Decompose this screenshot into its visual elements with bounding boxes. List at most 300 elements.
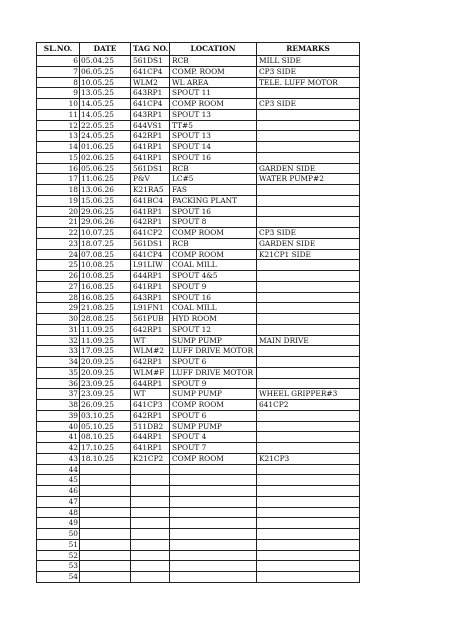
table-row: [37, 572, 360, 583]
cell-date[interactable]: 05.06.25: [80, 163, 131, 174]
cell-location[interactable]: SPOUT 6: [170, 410, 257, 421]
table-row: [37, 539, 360, 550]
cell-date[interactable]: 16.08.25: [80, 292, 131, 303]
cell-remarks[interactable]: MAIN DRIVE: [257, 335, 360, 346]
table-row: [37, 260, 360, 271]
cell-remarks[interactable]: [257, 271, 360, 282]
cell-location[interactable]: SPOUT 6: [170, 357, 257, 368]
cell-date[interactable]: 20.09.25: [80, 367, 131, 378]
table-row: [37, 238, 360, 249]
cell-location[interactable]: FAS: [170, 185, 257, 196]
cell-tag-no[interactable]: L91LIW: [131, 260, 170, 271]
table-row: [37, 281, 360, 292]
cell-location[interactable]: LC#5: [170, 174, 257, 185]
cell-tag-no[interactable]: 641CP4: [131, 99, 170, 110]
header-date[interactable]: DATE: [80, 43, 131, 56]
cell-tag-no[interactable]: 642RP1: [131, 131, 170, 142]
cell-date[interactable]: 10.08.25: [80, 271, 131, 282]
cell-location[interactable]: COMP ROOM: [170, 249, 257, 260]
cell-location[interactable]: SUMP PUMP: [170, 421, 257, 432]
cell-tag-no[interactable]: 641RP1: [131, 152, 170, 163]
cell-date[interactable]: 14.05.25: [80, 99, 131, 110]
cell-location[interactable]: RCB: [170, 238, 257, 249]
cell-location[interactable]: SPOUT 16: [170, 292, 257, 303]
cell-date[interactable]: 13.06.26: [80, 185, 131, 196]
cell-sl-no[interactable]: 35: [37, 367, 80, 378]
cell-date[interactable]: 05.04.25: [80, 56, 131, 67]
cell-sl-no[interactable]: 26: [37, 271, 80, 282]
cell-remarks[interactable]: [257, 346, 360, 357]
cell-date[interactable]: 01.06.25: [80, 142, 131, 153]
cell-location[interactable]: [170, 475, 257, 486]
cell-sl-no[interactable]: 22: [37, 228, 80, 239]
cell-date[interactable]: 23.09.25: [80, 378, 131, 389]
cell-tag-no[interactable]: 642RP1: [131, 324, 170, 335]
table-row: [37, 346, 360, 357]
cell-date[interactable]: [80, 496, 131, 507]
cell-sl-no[interactable]: 7: [37, 66, 80, 77]
header-remarks[interactable]: REMARKS: [257, 43, 360, 56]
cell-sl-no[interactable]: 6: [37, 56, 80, 67]
cell-sl-no[interactable]: 30: [37, 314, 80, 325]
cell-location[interactable]: RCB: [170, 163, 257, 174]
cell-location[interactable]: [170, 550, 257, 561]
cell-remarks[interactable]: [257, 195, 360, 206]
cell-location[interactable]: [170, 464, 257, 475]
cell-date[interactable]: 22.05.25: [80, 120, 131, 131]
cell-tag-no[interactable]: 561DS1: [131, 238, 170, 249]
cell-tag-no[interactable]: 644VS1: [131, 120, 170, 131]
cell-remarks[interactable]: [257, 185, 360, 196]
cell-remarks[interactable]: K21CP1 SIDE: [257, 249, 360, 260]
cell-date[interactable]: 23.09.25: [80, 389, 131, 400]
cell-sl-no[interactable]: 45: [37, 475, 80, 486]
table-row: [37, 185, 360, 196]
cell-sl-no[interactable]: 21: [37, 217, 80, 228]
cell-sl-no[interactable]: 50: [37, 529, 80, 540]
cell-tag-no[interactable]: WT: [131, 389, 170, 400]
table-row: [37, 206, 360, 217]
cell-tag-no[interactable]: 561PUB: [131, 314, 170, 325]
cell-sl-no[interactable]: 51: [37, 539, 80, 550]
cell-remarks[interactable]: [257, 443, 360, 454]
cell-date[interactable]: 10.05.25: [80, 77, 131, 88]
cell-sl-no[interactable]: 47: [37, 496, 80, 507]
cell-location[interactable]: SPOUT 13: [170, 131, 257, 142]
cell-location[interactable]: HYD ROOM: [170, 314, 257, 325]
cell-date[interactable]: 21.08.25: [80, 303, 131, 314]
cell-date[interactable]: 11.09.25: [80, 335, 131, 346]
table-row: [37, 389, 360, 400]
cell-sl-no[interactable]: 37: [37, 389, 80, 400]
cell-tag-no[interactable]: [131, 486, 170, 497]
cell-sl-no[interactable]: 31: [37, 324, 80, 335]
table-row: [37, 292, 360, 303]
cell-location[interactable]: SUMP PUMP: [170, 335, 257, 346]
cell-remarks[interactable]: [257, 281, 360, 292]
cell-sl-no[interactable]: 40: [37, 421, 80, 432]
cell-sl-no[interactable]: 41: [37, 432, 80, 443]
cell-remarks[interactable]: [257, 292, 360, 303]
cell-remarks[interactable]: [257, 324, 360, 335]
cell-tag-no[interactable]: [131, 518, 170, 529]
cell-date[interactable]: 08.10.25: [80, 432, 131, 443]
cell-sl-no[interactable]: 27: [37, 281, 80, 292]
cell-remarks[interactable]: [257, 142, 360, 153]
cell-location[interactable]: [170, 529, 257, 540]
table-row: [37, 507, 360, 518]
cell-sl-no[interactable]: 16: [37, 163, 80, 174]
cell-location[interactable]: [170, 486, 257, 497]
table-row: [37, 486, 360, 497]
cell-date[interactable]: 29.06.25: [80, 206, 131, 217]
cell-sl-no[interactable]: 28: [37, 292, 80, 303]
cell-sl-no[interactable]: 14: [37, 142, 80, 153]
cell-tag-no[interactable]: 641BC4: [131, 195, 170, 206]
cell-date[interactable]: 15.06.25: [80, 195, 131, 206]
cell-location[interactable]: SPOUT 8: [170, 217, 257, 228]
cell-date[interactable]: 20.09.25: [80, 357, 131, 368]
cell-sl-no[interactable]: 13: [37, 131, 80, 142]
table-row: [37, 464, 360, 475]
cell-date[interactable]: 29.06.26: [80, 217, 131, 228]
table-row: [37, 109, 360, 120]
cell-remarks[interactable]: [257, 518, 360, 529]
cell-date[interactable]: [80, 464, 131, 475]
cell-location[interactable]: SPOUT 7: [170, 443, 257, 454]
cell-sl-no[interactable]: 43: [37, 453, 80, 464]
cell-tag-no[interactable]: 641CP4: [131, 249, 170, 260]
cell-tag-no[interactable]: [131, 507, 170, 518]
cell-remarks[interactable]: WATER PUMP#2: [257, 174, 360, 185]
cell-sl-no[interactable]: 53: [37, 561, 80, 572]
cell-sl-no[interactable]: 49: [37, 518, 80, 529]
cell-tag-no[interactable]: 641RP1: [131, 206, 170, 217]
cell-date[interactable]: 06.05.25: [80, 66, 131, 77]
cell-remarks[interactable]: CP3 SIDE: [257, 66, 360, 77]
cell-sl-no[interactable]: 48: [37, 507, 80, 518]
table-row: [37, 367, 360, 378]
cell-tag-no[interactable]: 642RP1: [131, 357, 170, 368]
table-row: [37, 249, 360, 260]
table-row: [37, 324, 360, 335]
cell-tag-no[interactable]: 641RP1: [131, 142, 170, 153]
cell-tag-no[interactable]: WLM2: [131, 77, 170, 88]
cell-remarks[interactable]: [257, 357, 360, 368]
cell-remarks[interactable]: MILL SIDE: [257, 56, 360, 67]
cell-location[interactable]: PACKING PLANT: [170, 195, 257, 206]
cell-remarks[interactable]: [257, 131, 360, 142]
table-row: [37, 99, 360, 110]
cell-remarks[interactable]: [257, 314, 360, 325]
cell-remarks[interactable]: K21CP3: [257, 453, 360, 464]
cell-tag-no[interactable]: [131, 539, 170, 550]
cell-location[interactable]: SPOUT 4: [170, 432, 257, 443]
table-row: [37, 56, 360, 67]
table-row: [37, 518, 360, 529]
cell-tag-no[interactable]: K21RA5: [131, 185, 170, 196]
cell-tag-no[interactable]: [131, 496, 170, 507]
cell-remarks[interactable]: [257, 421, 360, 432]
cell-date[interactable]: [80, 550, 131, 561]
cell-remarks[interactable]: TELE. LUFF MOTOR: [257, 77, 360, 88]
cell-sl-no[interactable]: 44: [37, 464, 80, 475]
cell-location[interactable]: LUFF DRIVE MOTOR: [170, 367, 257, 378]
cell-remarks[interactable]: [257, 88, 360, 99]
cell-remarks[interactable]: [257, 367, 360, 378]
cell-location[interactable]: SPOUT 9: [170, 281, 257, 292]
table-row: [37, 561, 360, 572]
table-row: [37, 228, 360, 239]
cell-remarks[interactable]: 641CP2: [257, 400, 360, 411]
cell-location[interactable]: SPOUT 12: [170, 324, 257, 335]
table-row: [37, 142, 360, 153]
cell-location[interactable]: COMP ROOM: [170, 453, 257, 464]
cell-location[interactable]: WL AREA: [170, 77, 257, 88]
cell-sl-no[interactable]: 38: [37, 400, 80, 411]
cell-remarks[interactable]: CP3 SIDE: [257, 228, 360, 239]
cell-sl-no[interactable]: 29: [37, 303, 80, 314]
cell-sl-no[interactable]: 32: [37, 335, 80, 346]
cell-tag-no[interactable]: WT: [131, 335, 170, 346]
cell-sl-no[interactable]: 42: [37, 443, 80, 454]
cell-date[interactable]: [80, 572, 131, 583]
table-row: [37, 303, 360, 314]
cell-tag-no[interactable]: [131, 572, 170, 583]
cell-tag-no[interactable]: 641RP1: [131, 281, 170, 292]
cell-tag-no[interactable]: [131, 550, 170, 561]
cell-date[interactable]: [80, 539, 131, 550]
cell-tag-no[interactable]: 641CP2: [131, 228, 170, 239]
table-row: [37, 400, 360, 411]
cell-remarks[interactable]: [257, 561, 360, 572]
cell-location[interactable]: SPOUT 11: [170, 88, 257, 99]
cell-date[interactable]: 10.07.25: [80, 228, 131, 239]
table-row: [37, 529, 360, 540]
table-row: [37, 357, 360, 368]
cell-date[interactable]: 02.06.25: [80, 152, 131, 163]
cell-tag-no[interactable]: WLM#F: [131, 367, 170, 378]
cell-remarks[interactable]: [257, 410, 360, 421]
cell-date[interactable]: [80, 475, 131, 486]
cell-tag-no[interactable]: 643RP1: [131, 88, 170, 99]
cell-tag-no[interactable]: 644RP1: [131, 432, 170, 443]
cell-location[interactable]: [170, 572, 257, 583]
cell-remarks[interactable]: [257, 120, 360, 131]
cell-remarks[interactable]: [257, 206, 360, 217]
table-row: [37, 77, 360, 88]
cell-tag-no[interactable]: WLM#2: [131, 346, 170, 357]
cell-location[interactable]: SPOUT 4&5: [170, 271, 257, 282]
cell-tag-no[interactable]: 644RP1: [131, 271, 170, 282]
cell-remarks[interactable]: [257, 539, 360, 550]
cell-sl-no[interactable]: 54: [37, 572, 80, 583]
table-row: [37, 131, 360, 142]
table-row: [37, 66, 360, 77]
cell-tag-no[interactable]: [131, 561, 170, 572]
cell-location[interactable]: SUMP PUMP: [170, 389, 257, 400]
cell-sl-no[interactable]: 8: [37, 77, 80, 88]
cell-sl-no[interactable]: 46: [37, 486, 80, 497]
cell-date[interactable]: [80, 561, 131, 572]
cell-sl-no[interactable]: 24: [37, 249, 80, 260]
cell-date[interactable]: 17.10.25: [80, 443, 131, 454]
cell-tag-no[interactable]: [131, 464, 170, 475]
cell-tag-no[interactable]: 561DS1: [131, 56, 170, 67]
cell-date[interactable]: [80, 518, 131, 529]
cell-date[interactable]: 18.10.25: [80, 453, 131, 464]
cell-location[interactable]: COAL MILL: [170, 303, 257, 314]
cell-date[interactable]: 13.05.25: [80, 88, 131, 99]
cell-date[interactable]: 07.08.25: [80, 249, 131, 260]
cell-location[interactable]: SPOUT 14: [170, 142, 257, 153]
cell-date[interactable]: [80, 507, 131, 518]
header-location[interactable]: LOCATION: [170, 43, 257, 56]
cell-date[interactable]: [80, 486, 131, 497]
cell-remarks[interactable]: [257, 378, 360, 389]
table-row: [37, 443, 360, 454]
cell-location[interactable]: SPOUT 13: [170, 109, 257, 120]
cell-location[interactable]: SPOUT 16: [170, 206, 257, 217]
table-row: [37, 120, 360, 131]
cell-tag-no[interactable]: [131, 475, 170, 486]
cell-remarks[interactable]: [257, 217, 360, 228]
cell-tag-no[interactable]: 511DB2: [131, 421, 170, 432]
table-row: [37, 271, 360, 282]
table-row: [37, 163, 360, 174]
cell-sl-no[interactable]: 19: [37, 195, 80, 206]
cell-remarks[interactable]: [257, 486, 360, 497]
cell-date[interactable]: 28.08.25: [80, 314, 131, 325]
cell-sl-no[interactable]: 18: [37, 185, 80, 196]
header-row: [37, 43, 360, 56]
cell-location[interactable]: SPOUT 9: [170, 378, 257, 389]
cell-tag-no[interactable]: L91FN1: [131, 303, 170, 314]
cell-location[interactable]: SPOUT 16: [170, 152, 257, 163]
spreadsheet: [36, 42, 359, 583]
cell-remarks[interactable]: [257, 432, 360, 443]
cell-location[interactable]: COMP. ROOM: [170, 66, 257, 77]
table-row: [37, 550, 360, 561]
cell-location[interactable]: COMP ROOM: [170, 228, 257, 239]
cell-sl-no[interactable]: 9: [37, 88, 80, 99]
table-row: [37, 475, 360, 486]
cell-location[interactable]: [170, 518, 257, 529]
cell-date[interactable]: 18.07.25: [80, 238, 131, 249]
header-tag-no[interactable]: TAG NO.: [131, 43, 170, 56]
cell-sl-no[interactable]: 36: [37, 378, 80, 389]
cell-location[interactable]: RCB: [170, 56, 257, 67]
cell-tag-no[interactable]: K21CP2: [131, 453, 170, 464]
table-row: [37, 410, 360, 421]
cell-location[interactable]: COAL MILL: [170, 260, 257, 271]
table-row: [37, 314, 360, 325]
table-row: [37, 378, 360, 389]
cell-remarks[interactable]: [257, 464, 360, 475]
cell-date[interactable]: 03.10.25: [80, 410, 131, 421]
cell-sl-no[interactable]: 23: [37, 238, 80, 249]
cell-remarks[interactable]: [257, 550, 360, 561]
cell-sl-no[interactable]: 12: [37, 120, 80, 131]
cell-sl-no[interactable]: 10: [37, 99, 80, 110]
cell-remarks[interactable]: [257, 260, 360, 271]
cell-tag-no[interactable]: 643RP1: [131, 109, 170, 120]
cell-remarks[interactable]: GARDEN SIDE: [257, 163, 360, 174]
cell-tag-no[interactable]: 642RP1: [131, 217, 170, 228]
cell-sl-no[interactable]: 17: [37, 174, 80, 185]
cell-sl-no[interactable]: 20: [37, 206, 80, 217]
cell-date[interactable]: 11.09.25: [80, 324, 131, 335]
cell-remarks[interactable]: [257, 572, 360, 583]
cell-date[interactable]: 17.09.25: [80, 346, 131, 357]
cell-remarks[interactable]: [257, 109, 360, 120]
cell-date[interactable]: [80, 529, 131, 540]
cell-date[interactable]: 10.08.25: [80, 260, 131, 271]
header-sl-no[interactable]: SL.NO.: [37, 43, 80, 56]
cell-location[interactable]: [170, 561, 257, 572]
table-row: [37, 195, 360, 206]
data-table: [36, 42, 360, 583]
cell-remarks[interactable]: [257, 529, 360, 540]
cell-remarks[interactable]: WHEEL GRIPPER#3: [257, 389, 360, 400]
cell-sl-no[interactable]: 15: [37, 152, 80, 163]
cell-remarks[interactable]: CP3 SIDE: [257, 99, 360, 110]
cell-tag-no[interactable]: 641CP4: [131, 66, 170, 77]
cell-tag-no[interactable]: 561DS1: [131, 163, 170, 174]
cell-remarks[interactable]: [257, 303, 360, 314]
cell-sl-no[interactable]: 52: [37, 550, 80, 561]
cell-location[interactable]: LUFF DRIVE MOTOR: [170, 346, 257, 357]
cell-remarks[interactable]: [257, 152, 360, 163]
cell-tag-no[interactable]: 643RP1: [131, 292, 170, 303]
table-row: [37, 335, 360, 346]
cell-tag-no[interactable]: 644RP1: [131, 378, 170, 389]
cell-date[interactable]: 26.09.25: [80, 400, 131, 411]
cell-remarks[interactable]: [257, 507, 360, 518]
cell-remarks[interactable]: GARDEN SIDE: [257, 238, 360, 249]
cell-tag-no[interactable]: P&V: [131, 174, 170, 185]
cell-date[interactable]: 11.06.25: [80, 174, 131, 185]
cell-sl-no[interactable]: 34: [37, 357, 80, 368]
cell-date[interactable]: 05.10.25: [80, 421, 131, 432]
cell-remarks[interactable]: [257, 496, 360, 507]
table-row: [37, 453, 360, 464]
cell-location[interactable]: [170, 507, 257, 518]
table-row: [37, 496, 360, 507]
cell-date[interactable]: 24.05.25: [80, 131, 131, 142]
cell-location[interactable]: COMP ROOM: [170, 99, 257, 110]
cell-tag-no[interactable]: 641RP1: [131, 443, 170, 454]
cell-location[interactable]: TT#5: [170, 120, 257, 131]
table-row: [37, 88, 360, 99]
cell-tag-no[interactable]: [131, 529, 170, 540]
cell-date[interactable]: 14.05.25: [80, 109, 131, 120]
cell-sl-no[interactable]: 11: [37, 109, 80, 120]
cell-sl-no[interactable]: 39: [37, 410, 80, 421]
table-row: [37, 152, 360, 163]
cell-date[interactable]: 16.08.25: [80, 281, 131, 292]
cell-location[interactable]: [170, 539, 257, 550]
cell-sl-no[interactable]: 25: [37, 260, 80, 271]
cell-tag-no[interactable]: 641CP3: [131, 400, 170, 411]
table-row: [37, 432, 360, 443]
cell-sl-no[interactable]: 33: [37, 346, 80, 357]
cell-remarks[interactable]: [257, 475, 360, 486]
cell-location[interactable]: COMP ROOM: [170, 400, 257, 411]
table-row: [37, 217, 360, 228]
cell-tag-no[interactable]: 642RP1: [131, 410, 170, 421]
cell-location[interactable]: [170, 496, 257, 507]
